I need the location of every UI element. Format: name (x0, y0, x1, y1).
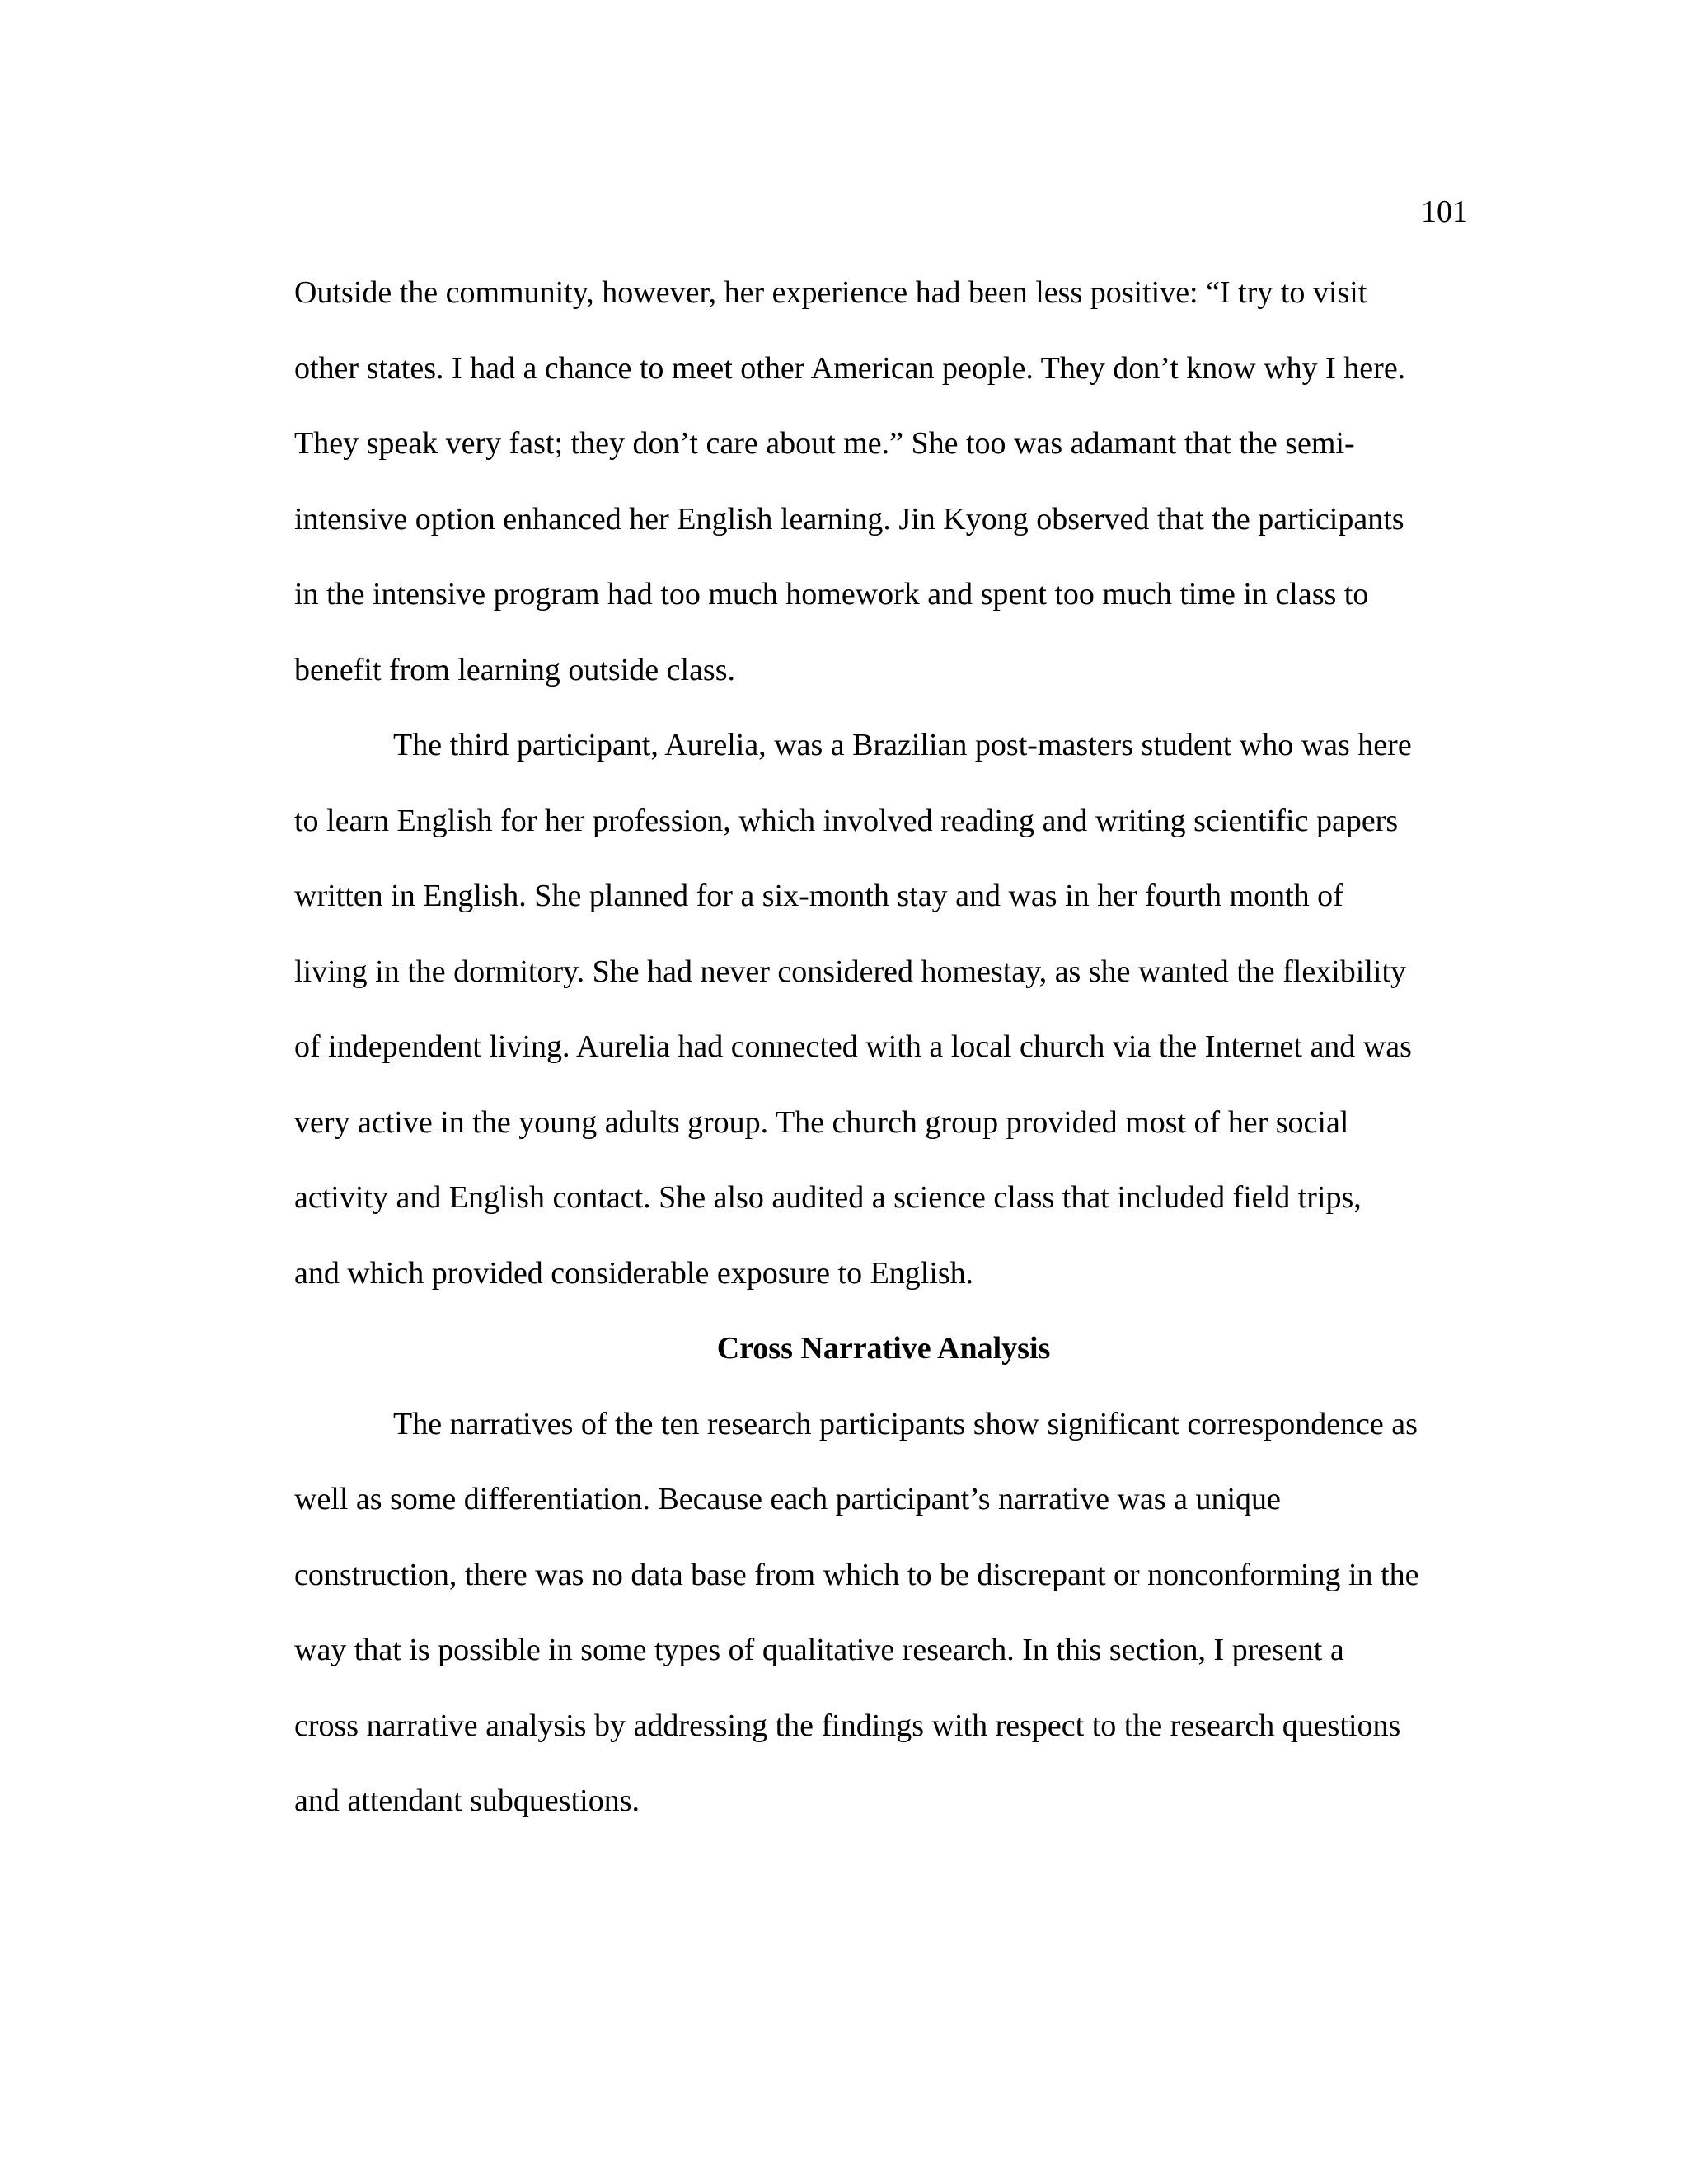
section-heading: Cross Narrative Analysis (716, 1331, 1051, 1366)
text-line: They speak very fast; they don’t care about me.” She too was adamant that the semi- (294, 426, 1355, 461)
text-line: intensive option enhanced her English learning. Jin Kyong observed that the participants (294, 501, 1404, 537)
text-line: The third participant, Aurelia, was a Brazilian post-masters student who was here (393, 728, 1412, 762)
text-line: written in English. She planned for a six-month stay and was in her fourth month of (294, 879, 1343, 913)
text-line: living in the dormitory. She had never considered homestay, as she wanted the flexibility (294, 954, 1407, 989)
body-text (294, 255, 1473, 1840)
text-line: in the intensive program had too much homework and spent too much time in class to (294, 577, 1369, 612)
text-line: benefit from learning outside class. (294, 652, 736, 687)
text-line: The narratives of the ten research participants show significant correspondence as (393, 1406, 1418, 1441)
text-line: well as some differentiation. Because each participant’s narrative was a unique (294, 1482, 1281, 1516)
paragraph-1 (294, 255, 1473, 708)
page-number: 101 (1421, 194, 1468, 229)
text-line: to learn English for her profession, which involved reading and writing scientific papers (294, 803, 1399, 838)
paragraph-3 (294, 1387, 1473, 1840)
text-line: way that is possible in some types of qualitative research. In this section, I present a (294, 1633, 1344, 1667)
text-line: construction, there was no data base from which to be discrepant or nonconforming in the (294, 1557, 1419, 1592)
text-line: other states. I had a chance to meet other American people. They don’t know why I here. (294, 350, 1406, 386)
text-line: very active in the young adults group. The church group provided most of her social (294, 1104, 1349, 1140)
text-line: cross narrative analysis by addressing the findings with respect to the research questions (294, 1708, 1401, 1743)
text-line: and which provided considerable exposure to English. (294, 1255, 974, 1291)
text-line: of independent living. Aurelia had connected with a local church via the Internet and was (294, 1029, 1412, 1064)
paragraph-2 (294, 708, 1473, 1311)
text-line: Outside the community, however, her experience had been less positive: “I try to visit (294, 275, 1367, 310)
text-line: and attendant subquestions. (294, 1783, 640, 1818)
text-line: activity and English contact. She also audited a science class that included field trips, (294, 1180, 1362, 1215)
